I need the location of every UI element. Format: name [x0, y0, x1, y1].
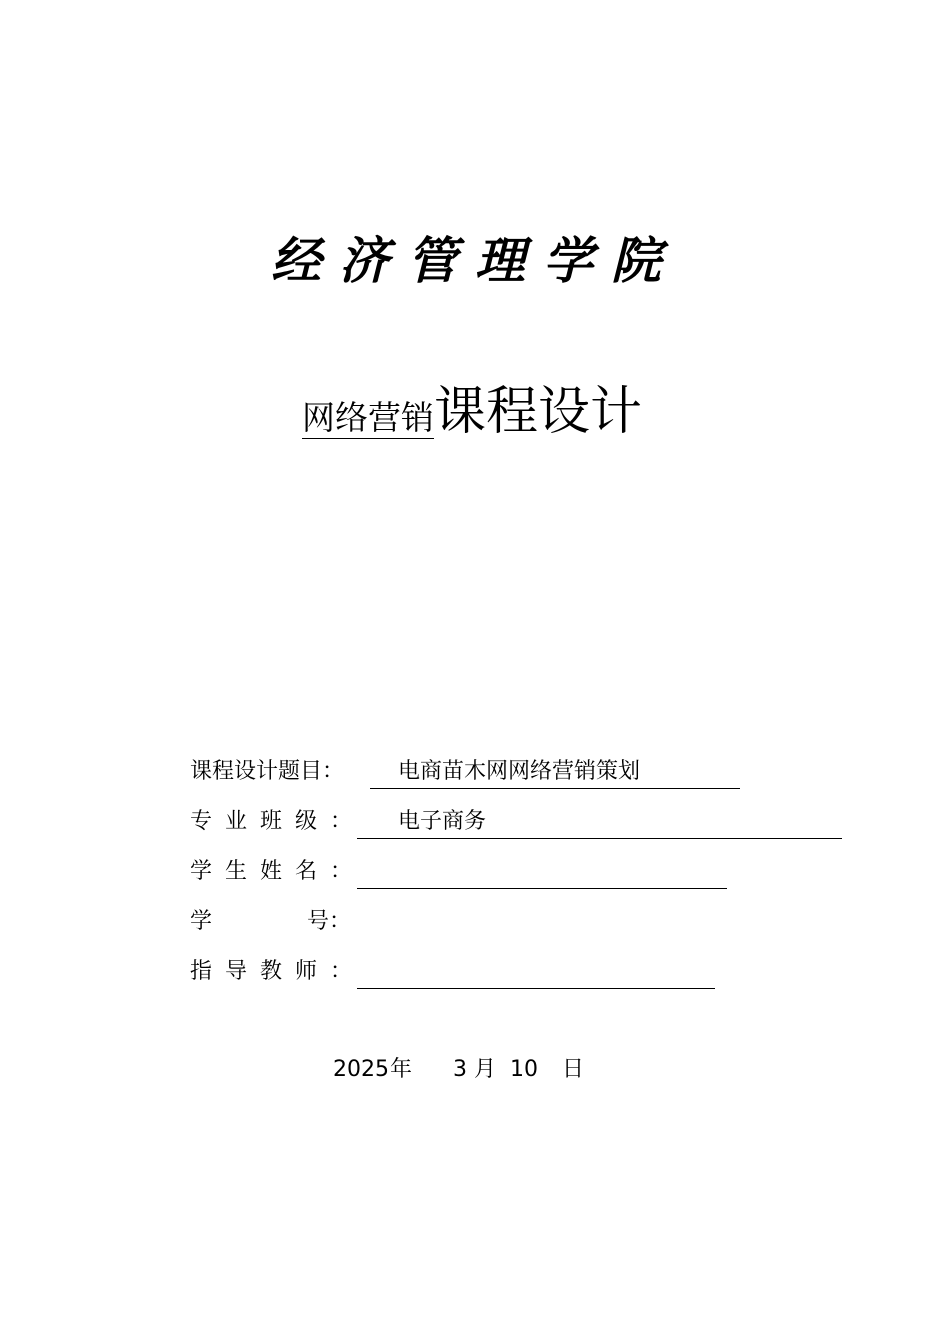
date-day: 10: [510, 1057, 538, 1082]
teacher-row: [190, 954, 750, 990]
date-day-unit: 日: [562, 1057, 585, 1082]
class-value: 电子商务: [398, 809, 487, 834]
id-label-first: 学: [190, 909, 213, 934]
topic-value: 电商苗木网网络营销策划: [398, 759, 641, 784]
course-title: [302, 384, 642, 444]
school-name: 经济管理学院: [271, 231, 679, 290]
student-underline: [357, 854, 727, 889]
date-month-unit: 月: [474, 1057, 497, 1082]
student-row: [190, 854, 750, 890]
date-month: 3: [453, 1057, 467, 1082]
date-year-unit: 年: [390, 1057, 413, 1082]
id-row: [190, 904, 750, 940]
course-title-suffix: 课程设计: [434, 382, 643, 442]
student-label: 学生姓名：: [190, 859, 366, 884]
date-line: [0, 1052, 950, 1088]
class-label: 专业班级：: [190, 809, 366, 834]
course-name: 网络营销: [302, 398, 434, 437]
date-year: 2025: [333, 1057, 389, 1082]
class-row: [190, 804, 850, 840]
topic-label: 课程设计题目：: [190, 759, 345, 784]
id-label-last: 号：: [307, 909, 352, 934]
teacher-underline: [357, 954, 715, 989]
teacher-label: 指导教师：: [190, 959, 366, 984]
topic-row: [190, 754, 750, 790]
